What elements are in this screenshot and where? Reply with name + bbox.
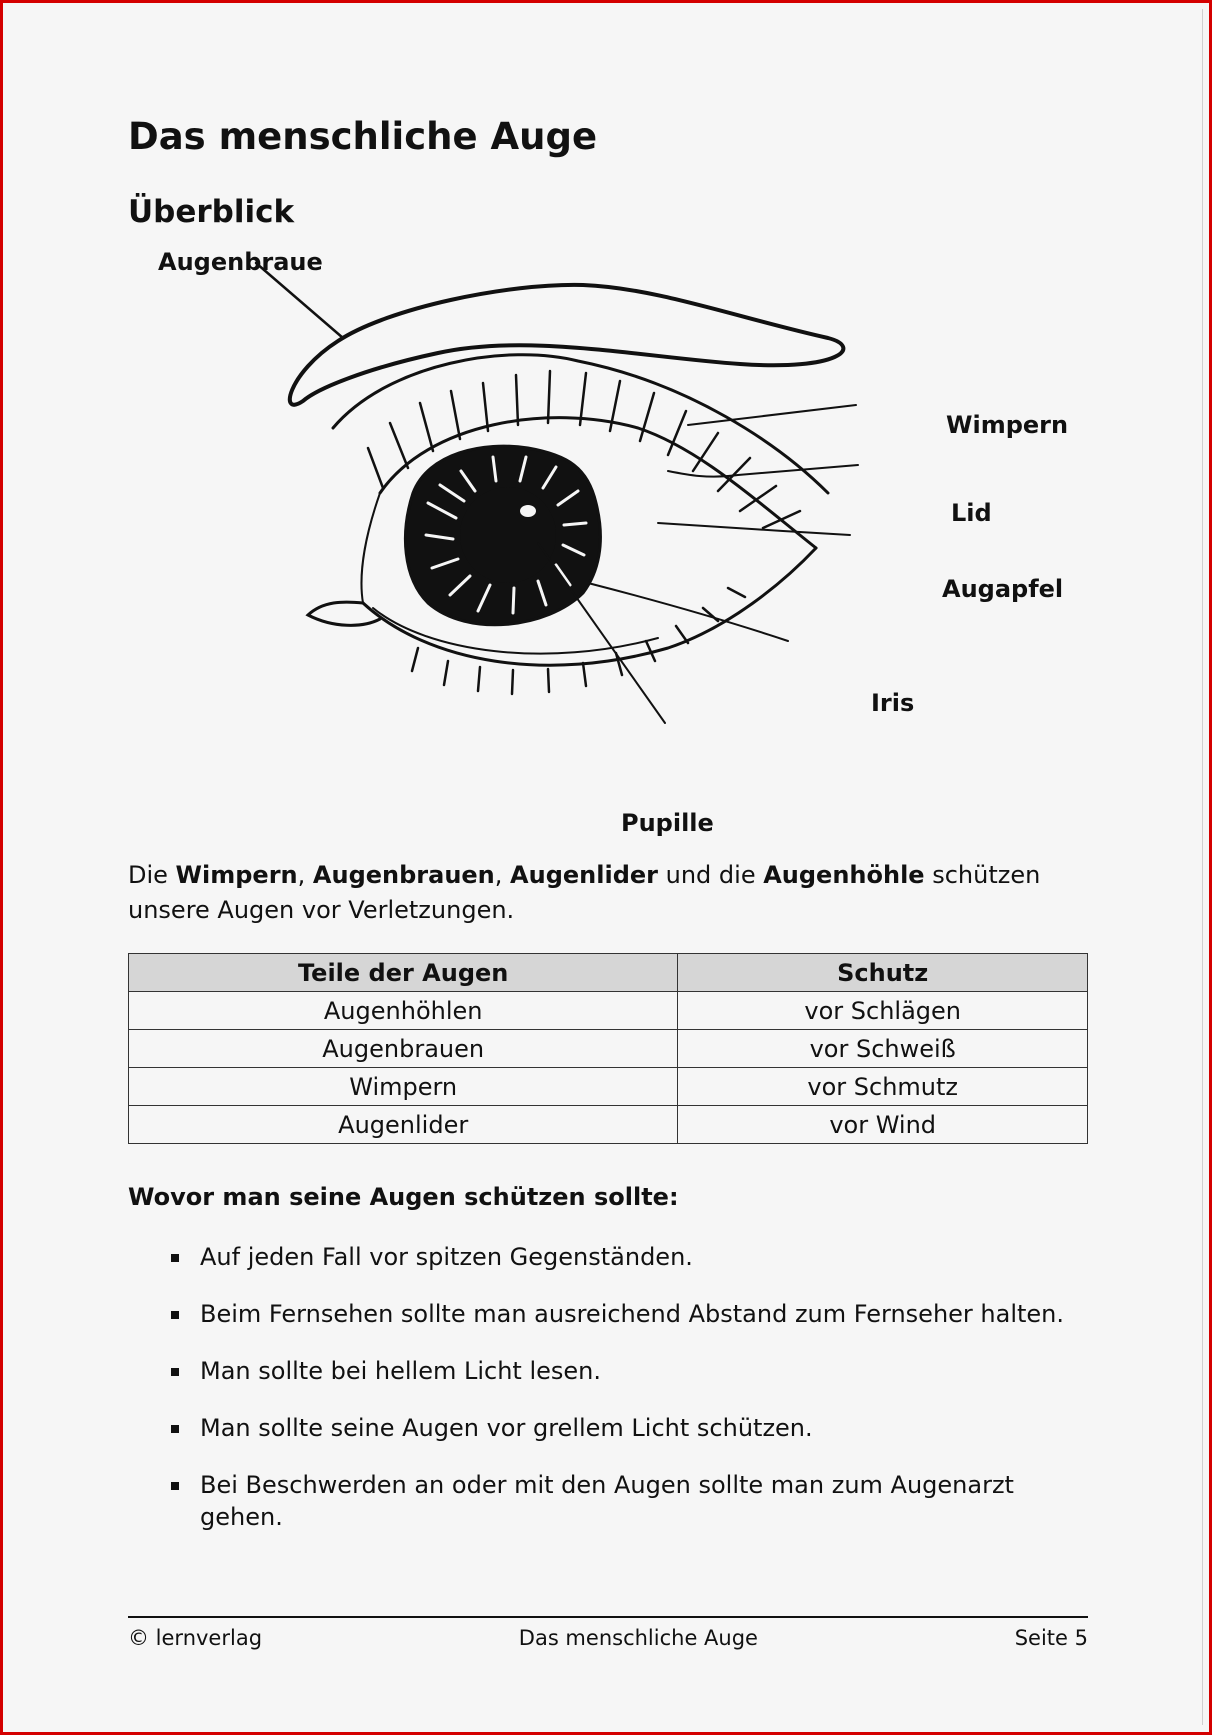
intro-bold-term: Wimpern [175,861,298,889]
table-row [129,1030,1088,1068]
section-title: Überblick [128,194,295,230]
table-row [129,1106,1088,1144]
intro-text: schützen unsere Augen vor Verletzungen. [128,861,1041,924]
table-header-row [129,954,1088,992]
label-augenbraue: Augenbraue [158,248,323,276]
table-cell: Augenhöhlen [129,992,678,1030]
label-pupille: Pupille [621,809,714,837]
page-footer [128,1616,1088,1650]
footer-title: Das menschliche Auge [518,1626,758,1650]
intro-paragraph [128,858,1088,928]
intro-text: , [494,861,511,889]
tips-list [168,1241,1088,1531]
table-row [129,1068,1088,1106]
table-cell: vor Schweiß [678,1030,1088,1068]
footer-page-number: Seite 5 [1014,1626,1088,1650]
table-cell: Augenlider [129,1106,678,1144]
intro-text: Die [128,861,176,889]
eye-diagram [128,243,1088,843]
list-item: Auf jeden Fall vor spitzen Gegenständen. [168,1241,1088,1298]
intro-bold-term: Augenlider [510,861,658,889]
intro-bold-term: Augenhöhle [763,861,925,889]
label-lid: Lid [951,499,992,527]
table-cell: vor Wind [678,1106,1088,1144]
label-iris: Iris [871,689,915,717]
list-item: Man sollte bei hellem Licht lesen. [168,1355,1088,1412]
table-cell: Augenbrauen [129,1030,678,1068]
label-wimpern: Wimpern [946,411,1069,439]
intro-text: und die [658,861,764,889]
tips-heading: Wovor man seine Augen schützen sollte: [128,1183,679,1211]
intro-text: , [297,861,313,889]
eye-illustration [256,263,858,723]
page-title: Das menschliche Auge [128,115,598,158]
footer-copyright: © lernverlag [128,1626,263,1650]
table-header-protection: Schutz [678,954,1088,992]
table-cell: Wimpern [129,1068,678,1106]
table-header-part: Teile der Augen [129,954,678,992]
label-augapfel: Augapfel [942,575,1064,603]
intro-bold-term: Augenbrauen [312,861,495,889]
table-row [129,992,1088,1030]
eye-parts-table [128,953,1088,1144]
list-item: Bei Beschwerden an oder mit den Augen sollte man zum Augenarzt gehen. [168,1469,1088,1526]
table-cell: vor Schlägen [678,992,1088,1030]
table-cell: vor Schmutz [678,1068,1088,1106]
list-item: Man sollte seine Augen vor grellem Licht schützen. [168,1412,1088,1469]
list-item: Beim Fernsehen sollte man ausreichend Abstand zum Fernseher halten. [168,1298,1088,1355]
